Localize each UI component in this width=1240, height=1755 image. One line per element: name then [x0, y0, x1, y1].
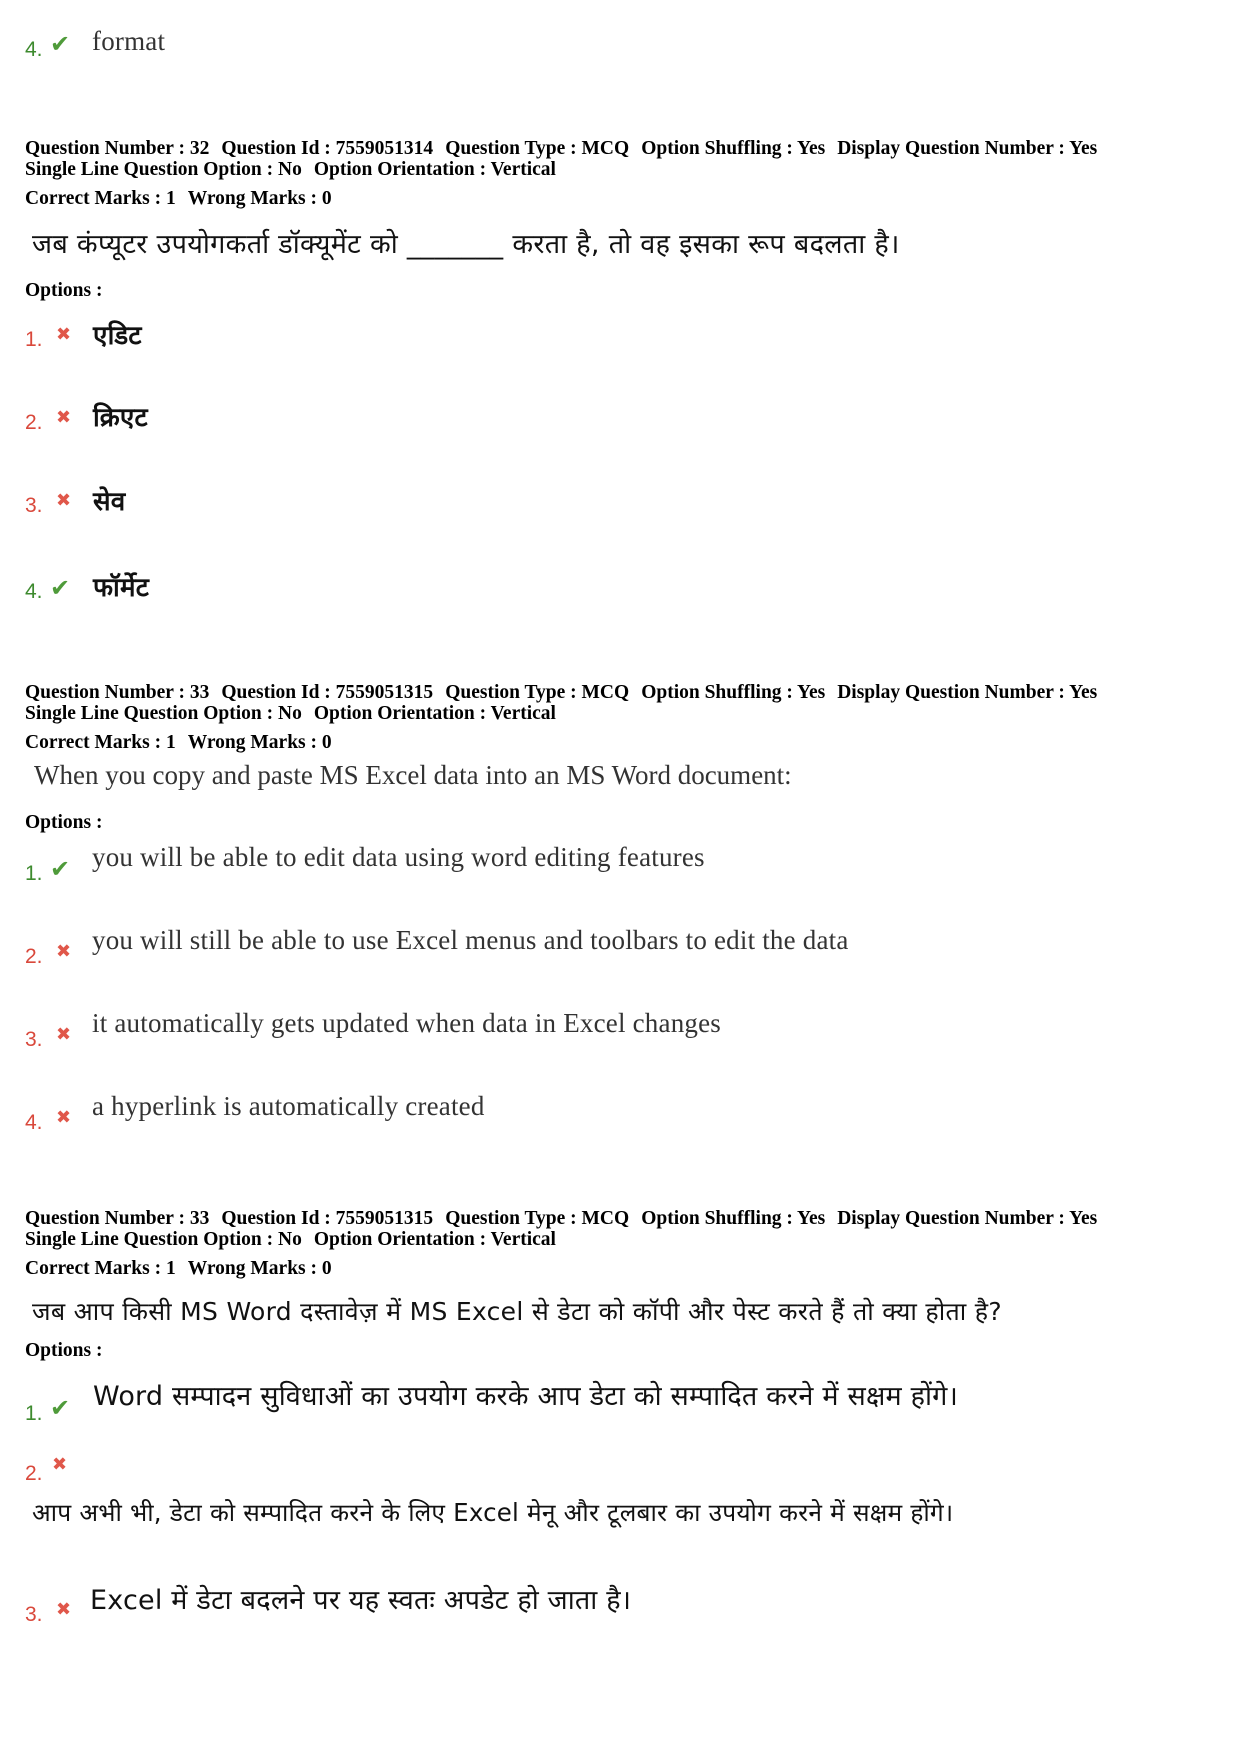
correct-marks: Correct Marks : 1	[25, 1258, 176, 1279]
marks-line	[25, 732, 344, 753]
wrong-cross-icon: ✖	[52, 1454, 68, 1475]
option-text: एडिट	[93, 321, 142, 351]
option-text: आप अभी भी, डेटा को सम्पादित करने के लिए Excel मेनू और टूलबार का उपयोग करने में सक्षम होंगे।	[32, 1498, 954, 1527]
option-number: 1.	[25, 1402, 43, 1425]
display-question-number: Display Question Number : Yes	[837, 138, 1098, 159]
option-number: 3.	[25, 1028, 43, 1051]
display-question-number: Display Question Number : Yes	[837, 682, 1098, 703]
single-line-option: Single Line Question Option : No	[25, 703, 302, 724]
option-text: a hyperlink is automatically created	[92, 1091, 485, 1121]
wrong-marks: Wrong Marks : 0	[187, 1258, 332, 1279]
display-question-number: Display Question Number : Yes	[837, 1208, 1098, 1229]
question-type: Question Type : MCQ	[445, 682, 630, 703]
question-meta-line1	[25, 1208, 1109, 1229]
correct-marks: Correct Marks : 1	[25, 732, 176, 753]
option-number: 4.	[25, 1111, 43, 1134]
question-meta-line2	[25, 159, 568, 180]
option-orientation: Option Orientation : Vertical	[313, 159, 556, 180]
option-text: it automatically gets updated when data in Excel changes	[92, 1008, 721, 1038]
option-orientation: Option Orientation : Vertical	[313, 703, 556, 724]
wrong-cross-icon: ✖	[56, 1599, 72, 1620]
option-number: 1.	[25, 862, 43, 885]
question-meta-line2	[25, 1229, 568, 1250]
wrong-cross-icon: ✖	[56, 407, 72, 428]
correct-check-icon: ✔	[50, 30, 71, 58]
option-number: 2.	[25, 945, 43, 968]
option-text: you will still be able to use Excel menus and toolbars to edit the data	[92, 925, 849, 955]
options-label: Options :	[25, 280, 103, 301]
question-stem: जब कंप्यूटर उपयोगकर्ता डॉक्यूमेंट को _______ करता है, तो वह इसका रूप बदलता है।	[32, 229, 900, 260]
question-id: Question Id : 7559051315	[221, 1208, 434, 1229]
option-number: 2.	[25, 411, 43, 434]
wrong-cross-icon: ✖	[56, 1107, 72, 1128]
question-meta-line1	[25, 138, 1109, 159]
option-number: 3.	[25, 494, 43, 517]
correct-check-icon: ✔	[50, 855, 71, 883]
option-text: Excel में डेटा बदलने पर यह स्वतः अपडेट हो जाता है।	[90, 1585, 632, 1616]
question-meta-line2	[25, 703, 568, 724]
wrong-cross-icon: ✖	[56, 324, 72, 345]
wrong-cross-icon: ✖	[56, 490, 72, 511]
option-shuffling: Option Shuffling : Yes	[641, 138, 826, 159]
option-text: फॉर्मेट	[93, 573, 150, 603]
correct-marks: Correct Marks : 1	[25, 188, 176, 209]
question-number: Question Number : 33	[25, 1208, 210, 1229]
option-text: you will be able to edit data using word editing features	[92, 842, 705, 872]
option-number: 1.	[25, 328, 43, 351]
question-meta-line1	[25, 682, 1109, 703]
marks-line	[25, 188, 344, 209]
question-number: Question Number : 33	[25, 682, 210, 703]
option-text: Word सम्पादन सुविधाओं का उपयोग करके आप डेटा को सम्पादित करने में सक्षम होंगे।	[93, 1381, 959, 1412]
question-stem: When you copy and paste MS Excel data into an MS Word document:	[34, 760, 792, 790]
wrong-marks: Wrong Marks : 0	[187, 732, 332, 753]
option-shuffling: Option Shuffling : Yes	[641, 1208, 826, 1229]
option-number: 4.	[25, 38, 43, 61]
wrong-cross-icon: ✖	[56, 1024, 72, 1045]
option-orientation: Option Orientation : Vertical	[313, 1229, 556, 1250]
question-id: Question Id : 7559051315	[221, 682, 434, 703]
question-id: Question Id : 7559051314	[221, 138, 434, 159]
correct-check-icon: ✔	[50, 574, 71, 602]
options-label: Options :	[25, 812, 103, 833]
option-number: 3.	[25, 1603, 43, 1626]
options-label: Options :	[25, 1340, 103, 1361]
question-type: Question Type : MCQ	[445, 138, 630, 159]
option-number: 2.	[25, 1462, 43, 1485]
option-shuffling: Option Shuffling : Yes	[641, 682, 826, 703]
option-text: क्रिएट	[93, 403, 148, 433]
single-line-option: Single Line Question Option : No	[25, 159, 302, 180]
option-number: 4.	[25, 580, 43, 603]
option-text: सेव	[93, 487, 126, 517]
question-type: Question Type : MCQ	[445, 1208, 630, 1229]
option-text: format	[92, 26, 166, 56]
question-stem: जब आप किसी MS Word दस्तावेज़ में MS Excel से डेटा को कॉपी और पेस्ट करते हैं तो क्या होता है?	[32, 1297, 1002, 1326]
wrong-marks: Wrong Marks : 0	[187, 188, 332, 209]
wrong-cross-icon: ✖	[56, 941, 72, 962]
question-number: Question Number : 32	[25, 138, 210, 159]
single-line-option: Single Line Question Option : No	[25, 1229, 302, 1250]
correct-check-icon: ✔	[50, 1394, 71, 1422]
marks-line	[25, 1258, 344, 1279]
